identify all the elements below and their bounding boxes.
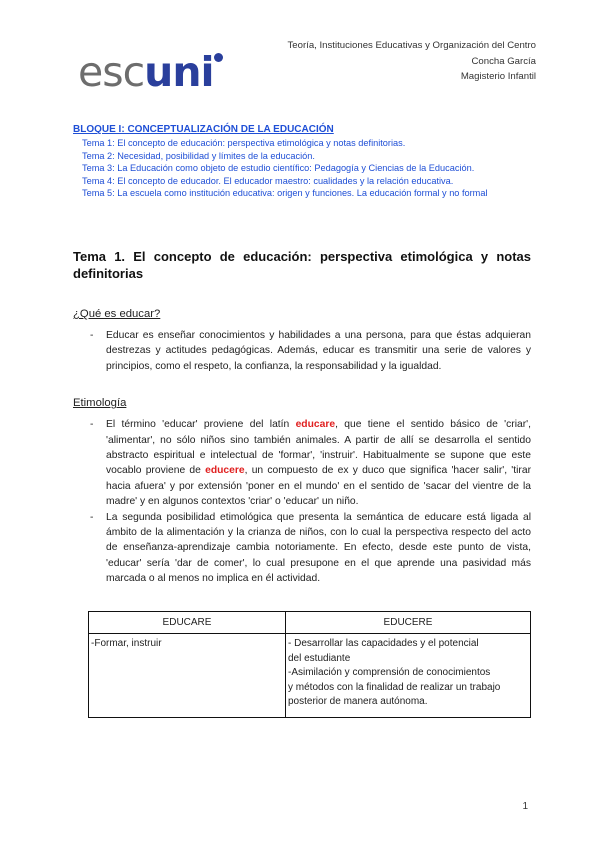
header-author: Concha García [471, 55, 536, 67]
list-item [73, 328, 531, 374]
list-item [73, 510, 531, 587]
main-content [73, 248, 531, 587]
dash-bullet-icon: - [90, 330, 94, 341]
dash-bullet-icon: - [90, 511, 94, 523]
highlight-educere: educere [205, 465, 245, 477]
escuni-logo [78, 48, 214, 96]
section-heading-que-es-educar: ¿Qué es educar? [73, 308, 161, 320]
dash-bullet-icon: - [90, 419, 94, 431]
table-header-row [89, 612, 531, 634]
toc-item-tema-2[interactable]: Tema 2: Necesidad, posibilidad y límites de la educación. [82, 150, 315, 161]
bullet-text: La segunda posibilidad etimológica que presenta la semántica de educare está ligada al ámbito de la alimentación y la crianza de niños, con lo cual la perspectiva respecto del acto de enseñanza-aprendizaje cambia notoriamente. En efecto, desde este punto de vista, 'educar' sería 'dar de comer', lo cual presupone en el que aprende una pasividad más marcada o al menos no implica en él actividad. [106, 511, 531, 585]
comparison-table [88, 611, 531, 718]
header-course: Teoría, Instituciones Educativas y Organización del Centro [287, 40, 536, 51]
document-header [288, 38, 537, 85]
table-header-educere: EDUCERE [286, 612, 531, 634]
toc-item-tema-5[interactable]: Tema 5: La escuela como institución educativa: origen y funciones. La educación formal y no formal [82, 188, 488, 199]
toc-item-tema-3[interactable]: Tema 3: La Educación como objeto de estudio científico: Pedagogía y Ciencias de la Educación. [82, 163, 475, 174]
bloque-title[interactable]: BLOQUE I: CONCEPTUALIZACIÓN DE LA EDUCACIÓN [73, 124, 334, 135]
list-item [73, 417, 531, 509]
bullet-text: El término 'educar' proviene del latín educare, que tiene el sentido básico de 'criar', 'alimentar', no sólo niños sino también animales. A partir de allí se desarrolla el sentido abstracto espiritual e intelectual de 'formar', 'instruir'. Habitualmente se supone que este vocablo proviene de educere, un compuesto de ex y duco que significa 'hacer salir', 'tirar hacia afuera' y por extensión 'poner en el mundo' en el sentido de 'sacar del vientre de la madre' y en algunos contextos 'criar' o 'educar' un niño. [106, 419, 532, 508]
toc-item-tema-1[interactable]: Tema 1: El concepto de educación: perspectiva etimológica y notas definitorias. [82, 138, 406, 148]
logo-dot-icon [214, 53, 223, 62]
table-header-educare: EDUCARE [89, 612, 286, 634]
page-number: 1 [522, 801, 528, 812]
section-heading-etimologia: Etimología [73, 397, 127, 410]
table-cell-educare: -Formar, instruir [89, 634, 286, 718]
logo-text-esc: esc [78, 48, 145, 96]
bloque-index [73, 123, 531, 200]
header-degree: Magisterio Infantil [460, 71, 536, 83]
toc-item-tema-4[interactable]: Tema 4: El concepto de educador. El educador maestro: cualidades y la relación educativa. [82, 175, 454, 186]
logo-text-uni: uni [144, 48, 214, 96]
bullet-text: Educar es enseñar conocimientos y habilidades a una persona, para que éstas adquieran destrezas y actitudes pedagógicas. Además, educar es transmitir una serie de valores y principios, como el respeto, la confianza, la responsabilidad y la igualdad. [106, 330, 531, 372]
table-row [89, 634, 531, 718]
highlight-educare: educare [295, 419, 336, 431]
page-title: Tema 1. El concepto de educación: perspectiva etimológica y notas definitorias [73, 249, 531, 281]
table-cell-educere: - Desarrollar las capacidades y el potencial del estudiante -Asimilación y comprensión de conocimientos y métodos con la finalidad de realizar un trabajo posterior de manera autónoma. [286, 634, 531, 718]
